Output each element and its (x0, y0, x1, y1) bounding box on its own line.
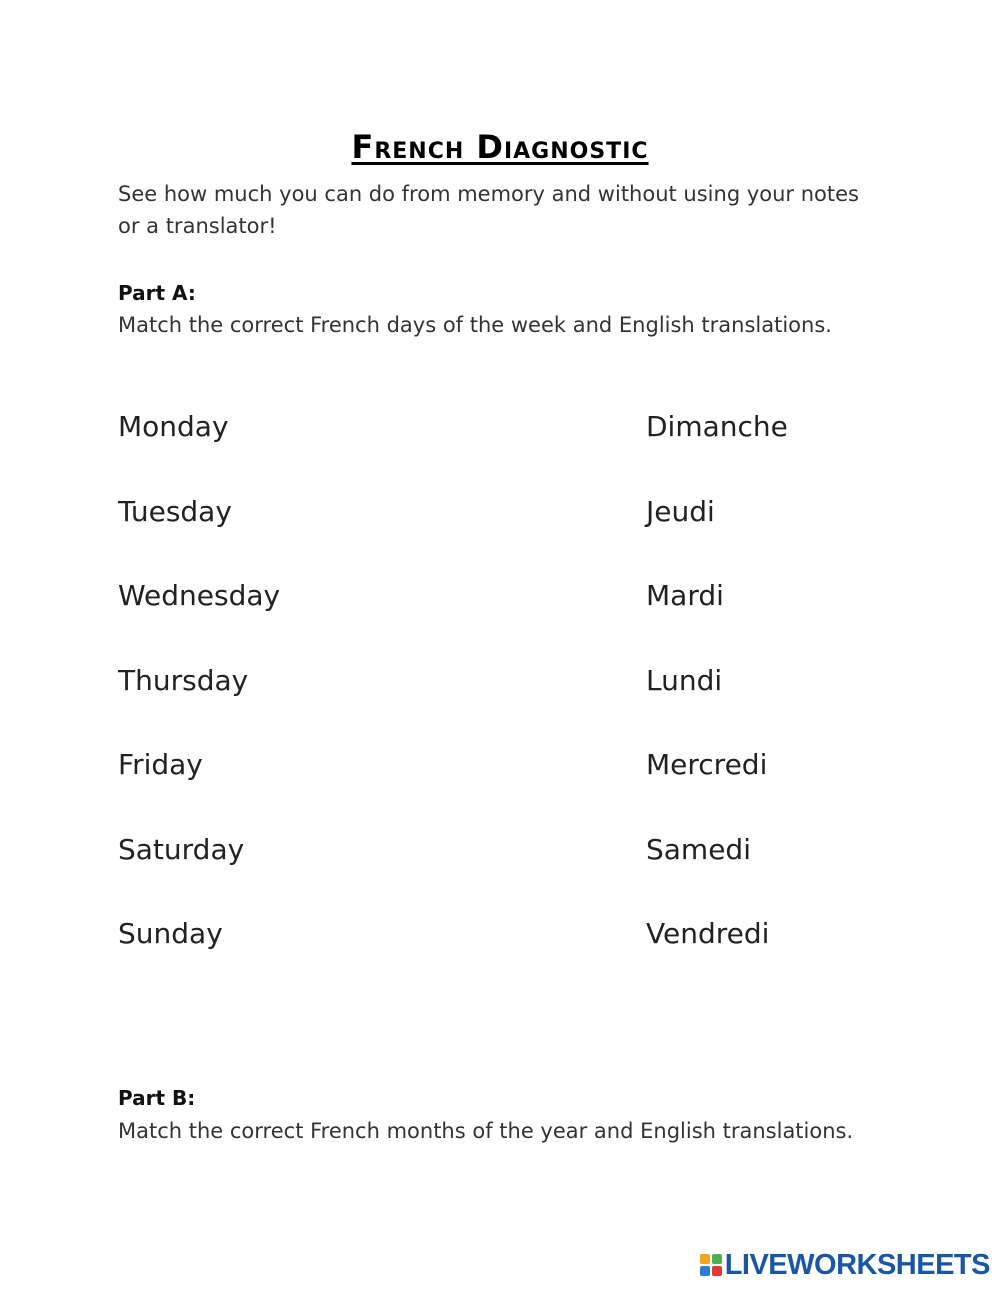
english-day-item[interactable]: Monday (118, 410, 229, 443)
french-days-list (646, 405, 788, 997)
logo-block-i (712, 1254, 722, 1264)
french-day-item[interactable]: Vendredi (646, 917, 770, 950)
intro-text: See how much you can do from memory and without using your notes or a translator! (118, 182, 859, 238)
english-days-list (118, 405, 280, 997)
liveworksheets-logo (700, 1249, 990, 1281)
french-day-item[interactable]: Jeudi (646, 494, 715, 528)
logo-block-l (700, 1254, 710, 1264)
english-day-item[interactable]: Tuesday (118, 494, 232, 528)
english-day-item[interactable]: Friday (118, 748, 203, 781)
logo-block-v (700, 1266, 710, 1276)
english-day-item[interactable]: Thursday (118, 663, 249, 697)
part-a-label: Part A: (118, 281, 196, 305)
part-b-description: Match the correct French months of the year and English translations. (118, 1119, 854, 1143)
french-day-item[interactable]: Samedi (646, 832, 751, 866)
french-day-item[interactable]: Mardi (646, 579, 724, 612)
part-b-label: Part B: (118, 1086, 196, 1110)
french-day-item[interactable]: Lundi (646, 663, 723, 697)
french-day-item[interactable]: Dimanche (646, 410, 788, 443)
english-day-item[interactable]: Sunday (118, 917, 223, 950)
page-title: French Diagnostic (351, 128, 649, 166)
french-day-item[interactable]: Mercredi (646, 748, 768, 781)
english-day-item[interactable]: Saturday (118, 832, 245, 866)
part-a-description: Match the correct French days of the week and English translations. (118, 313, 832, 337)
liveworksheets-logo-text: LIVEWORKSHEETS (724, 1249, 990, 1281)
liveworksheets-logo-icon (700, 1254, 722, 1276)
english-day-item[interactable]: Wednesday (118, 579, 281, 612)
logo-block-e (712, 1266, 722, 1276)
